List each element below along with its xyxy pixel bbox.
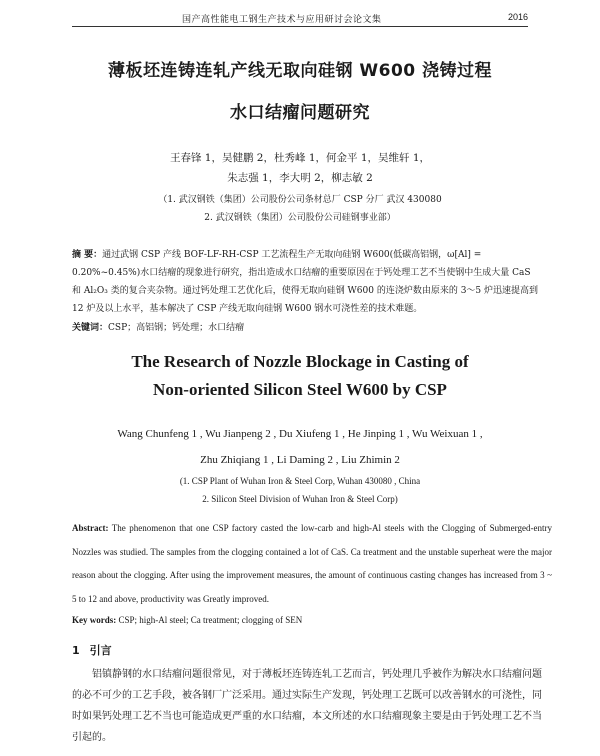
section-title: 引言 (89, 644, 112, 657)
running-header (72, 10, 528, 27)
chinese-affiliation-2: 2. 武汉钢铁（集团）公司股份公司硅钢事业部） (204, 213, 396, 223)
english-abstract (72, 517, 552, 611)
chinese-keywords (72, 320, 542, 333)
english-authors-line-1: Wang Chunfeng 1 , Wu Jianpeng 2 , Du Xiufeng 1 , He Jinping 1 , Wu Weixuan 1 , (117, 428, 483, 440)
english-keywords-text: CSP; high-Al steel; Ca treatment; clogging of SEN (118, 615, 303, 625)
chinese-abstract (72, 246, 542, 318)
chinese-abstract-text: 通过武钢 CSP 产线 BOF-LF-RH-CSP 工艺流程生产无取向硅钢 W600(低碳高铝钢，ω[Al] = 0.20%~0.45%)水口结瘤的现象进行研究，指出造成水口结瘤的重要原因在于钙处理工艺不当使钢中生成大量 CaS 和 Al₂O₃ 类的复合夹杂物。通过钙处理工艺优化后，使得无取向硅钢 W600 的连浇炉数由原来的 3～5 炉迅速提高到 12 炉及以上水平，基本解决了 CSP 产线无取向硅钢 W600 钢水可浇性差的技术难题。 (72, 250, 539, 314)
english-keywords (72, 615, 552, 625)
chinese-title-line-1: 薄板坯连铸连轧产线无取向硅钢 W600 浇铸过程 (107, 61, 493, 81)
english-keywords-label: Key words: (72, 615, 117, 625)
introduction-paragraph: 铝镇静钢的水口结瘤问题很常见，对于薄板坯连铸连轧工艺而言，钙处理几乎被作为解决水口结瘤问题的必不可少的工艺手段，被各钢厂广泛采用。通过实际生产发现，钙处理工艺既可以改善钢水的可浇性，同时如果钙处理工艺不当也可能造成更严重的水口结瘤，本文所述的水口结瘤现象主要是由于钙处理工艺不当引起的。 (72, 669, 542, 743)
chinese-authors-line-1: 王春锋 1，吴健鹏 2，杜秀峰 1，何金平 1，吴维轩 1， (169, 152, 431, 164)
chinese-keywords-label: 关键词： (72, 323, 109, 333)
chinese-authors-line-2: 朱志强 1，李大明 2，柳志敏 2 (227, 172, 373, 184)
chinese-abstract-label: 摘 要： (72, 250, 103, 260)
header-year: 2016 (507, 12, 528, 22)
english-authors-line-2: Zhu Zhiqiang 1 , Li Daming 2 , Liu Zhimin 2 (200, 454, 400, 466)
section-heading-introduction (72, 642, 112, 658)
section-number: 1 (72, 644, 80, 657)
conference-name: 国产高性能电工钢生产技术与应用研讨会论文集 (182, 15, 382, 25)
english-affiliation-2: 2. Silicon Steel Division of Wuhan Iron & Steel Corp) (202, 494, 398, 504)
chinese-affiliation-1: （1. 武汉钢铁（集团）公司股份公司条材总厂 CSP 分厂 武汉 430080 (158, 195, 442, 205)
chinese-title-line-2: 水口结瘤问题研究 (230, 103, 370, 123)
english-title-line-1: The Research of Nozzle Blockage in Casting of (131, 352, 469, 371)
chinese-keywords-text: CSP；高铝钢；钙处理；水口结瘤 (108, 323, 245, 333)
english-affiliation-1: (1. CSP Plant of Wuhan Iron & Steel Corp, Wuhan 430080 , China (179, 476, 421, 486)
english-abstract-label: Abstract: (72, 523, 109, 533)
english-abstract-text: The phenomenon that one CSP factory casted the low-carb and high-Al steels with the Clogging of Submerged-entry Nozzles was studied. The samples from the clogging contained a lot of CaS. Ca treatment and the unstable superheat were the major reason about the clogging. After using the improvement measures, the amount of continuous casting changes has increased from 3 ~ 5 to 12 and above, productivity was Greatly improved. (72, 523, 552, 604)
english-title-line-2: Non-oriented Silicon Steel W600 by CSP (153, 380, 447, 399)
